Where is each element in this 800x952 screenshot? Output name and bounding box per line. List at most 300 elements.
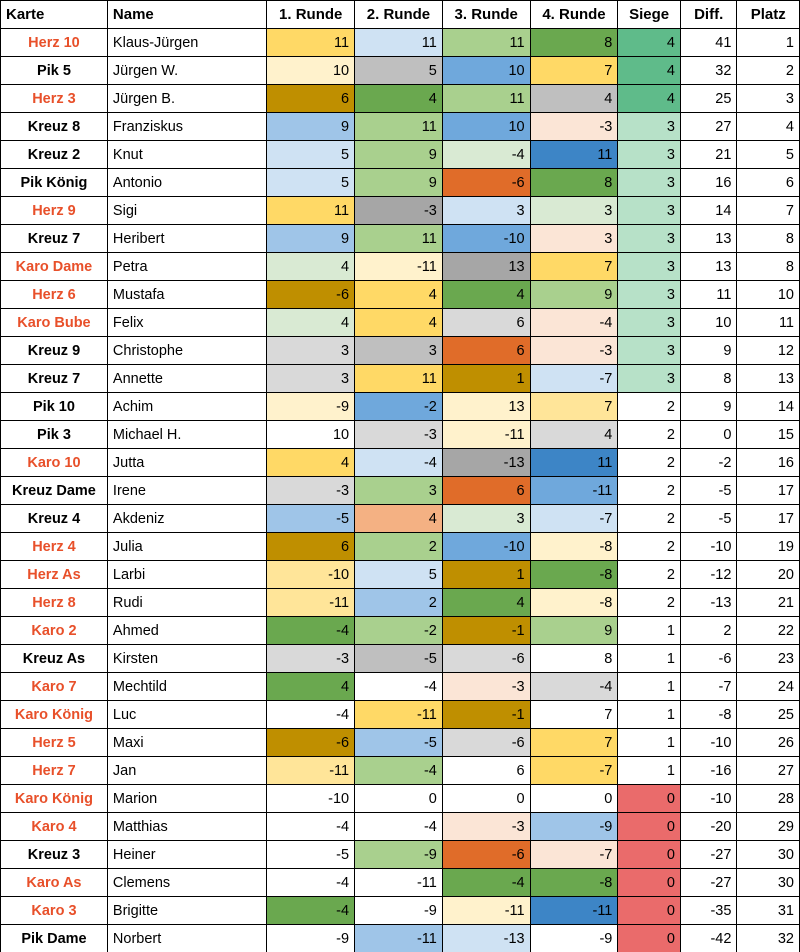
cell-diff: -5 <box>680 505 736 533</box>
cell-karte: Pik 3 <box>1 421 108 449</box>
cell-diff: 32 <box>680 57 736 85</box>
cell-siege: 3 <box>618 169 681 197</box>
cell-runde-3: 6 <box>442 757 530 785</box>
cell-runde-4: 3 <box>530 197 618 225</box>
cell-siege: 0 <box>618 785 681 813</box>
cell-runde-3: -3 <box>442 673 530 701</box>
cell-karte: Herz As <box>1 561 108 589</box>
cell-name: Akdeniz <box>107 505 266 533</box>
cell-runde-3: 1 <box>442 365 530 393</box>
cell-name: Ahmed <box>107 617 266 645</box>
cell-runde-2: 9 <box>355 169 443 197</box>
cell-runde-1: -3 <box>267 645 355 673</box>
cell-name: Luc <box>107 701 266 729</box>
cell-diff: 27 <box>680 113 736 141</box>
cell-runde-2: 4 <box>355 281 443 309</box>
cell-runde-3: 6 <box>442 309 530 337</box>
cell-runde-2: 11 <box>355 29 443 57</box>
cell-diff: 13 <box>680 253 736 281</box>
cell-runde-2: 11 <box>355 113 443 141</box>
cell-runde-3: -4 <box>442 869 530 897</box>
cell-platz: 19 <box>737 533 800 561</box>
cell-platz: 7 <box>737 197 800 225</box>
cell-runde-3: -6 <box>442 729 530 757</box>
cell-siege: 4 <box>618 85 681 113</box>
cell-karte: Herz 4 <box>1 533 108 561</box>
cell-siege: 2 <box>618 533 681 561</box>
cell-diff: -20 <box>680 813 736 841</box>
cell-karte: Herz 3 <box>1 85 108 113</box>
cell-name: Mechtild <box>107 673 266 701</box>
cell-runde-4: 11 <box>530 449 618 477</box>
cell-runde-1: 9 <box>267 225 355 253</box>
table-row <box>1 225 800 253</box>
cell-runde-4: -7 <box>530 841 618 869</box>
cell-platz: 15 <box>737 421 800 449</box>
cell-name: Clemens <box>107 869 266 897</box>
cell-siege: 0 <box>618 925 681 952</box>
cell-runde-1: -4 <box>267 617 355 645</box>
cell-runde-2: 3 <box>355 477 443 505</box>
cell-platz: 14 <box>737 393 800 421</box>
cell-name: Felix <box>107 309 266 337</box>
cell-karte: Pik 5 <box>1 57 108 85</box>
cell-runde-3: 4 <box>442 589 530 617</box>
cell-platz: 1 <box>737 29 800 57</box>
cell-runde-3: 11 <box>442 85 530 113</box>
cell-siege: 3 <box>618 365 681 393</box>
cell-siege: 3 <box>618 113 681 141</box>
cell-diff: -13 <box>680 589 736 617</box>
table-row <box>1 505 800 533</box>
cell-karte: Kreuz As <box>1 645 108 673</box>
cell-diff: 16 <box>680 169 736 197</box>
cell-runde-2: -11 <box>355 701 443 729</box>
cell-karte: Karo Dame <box>1 253 108 281</box>
cell-runde-4: -11 <box>530 897 618 925</box>
header-name: Name <box>107 1 266 29</box>
cell-siege: 1 <box>618 617 681 645</box>
cell-name: Heiner <box>107 841 266 869</box>
cell-karte: Pik Dame <box>1 925 108 952</box>
cell-platz: 22 <box>737 617 800 645</box>
cell-diff: 8 <box>680 365 736 393</box>
header-platz: Platz <box>737 1 800 29</box>
cell-runde-1: -6 <box>267 729 355 757</box>
cell-diff: -8 <box>680 701 736 729</box>
cell-platz: 21 <box>737 589 800 617</box>
cell-runde-1: 3 <box>267 337 355 365</box>
cell-diff: 11 <box>680 281 736 309</box>
cell-runde-3: -3 <box>442 813 530 841</box>
cell-runde-2: -2 <box>355 617 443 645</box>
cell-runde-1: -4 <box>267 869 355 897</box>
cell-karte: Karo As <box>1 869 108 897</box>
cell-platz: 12 <box>737 337 800 365</box>
cell-platz: 17 <box>737 505 800 533</box>
cell-diff: -10 <box>680 729 736 757</box>
cell-karte: Karo 3 <box>1 897 108 925</box>
cell-name: Brigitte <box>107 897 266 925</box>
cell-siege: 2 <box>618 393 681 421</box>
cell-runde-2: -4 <box>355 673 443 701</box>
cell-karte: Pik 10 <box>1 393 108 421</box>
table-row <box>1 337 800 365</box>
cell-siege: 0 <box>618 813 681 841</box>
cell-karte: Herz 5 <box>1 729 108 757</box>
cell-runde-1: -5 <box>267 841 355 869</box>
table-row <box>1 309 800 337</box>
cell-runde-1: 11 <box>267 197 355 225</box>
cell-diff: 10 <box>680 309 736 337</box>
cell-karte: Pik König <box>1 169 108 197</box>
cell-runde-1: -4 <box>267 813 355 841</box>
cell-karte: Kreuz 2 <box>1 141 108 169</box>
cell-platz: 31 <box>737 897 800 925</box>
cell-platz: 26 <box>737 729 800 757</box>
cell-platz: 4 <box>737 113 800 141</box>
cell-name: Sigi <box>107 197 266 225</box>
cell-siege: 2 <box>618 477 681 505</box>
cell-runde-3: 10 <box>442 57 530 85</box>
cell-siege: 2 <box>618 505 681 533</box>
cell-name: Kirsten <box>107 645 266 673</box>
cell-name: Heribert <box>107 225 266 253</box>
cell-diff: 0 <box>680 421 736 449</box>
cell-siege: 0 <box>618 869 681 897</box>
cell-diff: -16 <box>680 757 736 785</box>
cell-name: Michael H. <box>107 421 266 449</box>
cell-platz: 10 <box>737 281 800 309</box>
cell-runde-2: 9 <box>355 141 443 169</box>
cell-platz: 27 <box>737 757 800 785</box>
cell-siege: 2 <box>618 589 681 617</box>
cell-runde-1: -11 <box>267 757 355 785</box>
cell-karte: Karo 4 <box>1 813 108 841</box>
table-row <box>1 673 800 701</box>
cell-siege: 1 <box>618 645 681 673</box>
header-runde-4: 4. Runde <box>530 1 618 29</box>
cell-platz: 24 <box>737 673 800 701</box>
table-row <box>1 533 800 561</box>
cell-runde-3: 10 <box>442 113 530 141</box>
header-runde-3: 3. Runde <box>442 1 530 29</box>
cell-runde-1: -10 <box>267 561 355 589</box>
cell-diff: 13 <box>680 225 736 253</box>
cell-runde-4: -3 <box>530 113 618 141</box>
cell-runde-3: 6 <box>442 337 530 365</box>
cell-name: Antonio <box>107 169 266 197</box>
cell-platz: 16 <box>737 449 800 477</box>
cell-runde-3: -4 <box>442 141 530 169</box>
cell-runde-4: -8 <box>530 561 618 589</box>
table-row <box>1 253 800 281</box>
cell-runde-4: 4 <box>530 421 618 449</box>
table-row <box>1 281 800 309</box>
cell-diff: -12 <box>680 561 736 589</box>
cell-siege: 1 <box>618 701 681 729</box>
cell-runde-3: -6 <box>442 645 530 673</box>
cell-platz: 32 <box>737 925 800 952</box>
cell-platz: 2 <box>737 57 800 85</box>
cell-runde-1: 4 <box>267 449 355 477</box>
cell-runde-1: 6 <box>267 85 355 113</box>
cell-name: Jürgen W. <box>107 57 266 85</box>
cell-runde-2: 11 <box>355 225 443 253</box>
cell-name: Annette <box>107 365 266 393</box>
cell-siege: 3 <box>618 141 681 169</box>
cell-karte: Kreuz 3 <box>1 841 108 869</box>
cell-platz: 28 <box>737 785 800 813</box>
cell-karte: Herz 9 <box>1 197 108 225</box>
cell-diff: 41 <box>680 29 736 57</box>
header-runde-1: 1. Runde <box>267 1 355 29</box>
cell-runde-1: -9 <box>267 393 355 421</box>
cell-diff: -35 <box>680 897 736 925</box>
cell-diff: 9 <box>680 337 736 365</box>
cell-runde-3: -6 <box>442 841 530 869</box>
cell-runde-1: -5 <box>267 505 355 533</box>
cell-siege: 1 <box>618 729 681 757</box>
cell-siege: 3 <box>618 309 681 337</box>
cell-runde-2: 4 <box>355 505 443 533</box>
cell-diff: 21 <box>680 141 736 169</box>
cell-diff: -27 <box>680 841 736 869</box>
cell-runde-2: -3 <box>355 421 443 449</box>
cell-runde-3: -1 <box>442 701 530 729</box>
cell-karte: Herz 8 <box>1 589 108 617</box>
cell-runde-2: -9 <box>355 841 443 869</box>
cell-siege: 2 <box>618 421 681 449</box>
cell-runde-4: 8 <box>530 169 618 197</box>
table-row <box>1 617 800 645</box>
cell-runde-4: 8 <box>530 645 618 673</box>
cell-siege: 3 <box>618 281 681 309</box>
cell-platz: 5 <box>737 141 800 169</box>
cell-name: Christophe <box>107 337 266 365</box>
cell-platz: 20 <box>737 561 800 589</box>
cell-runde-4: -4 <box>530 673 618 701</box>
cell-runde-4: -9 <box>530 925 618 952</box>
cell-name: Klaus-Jürgen <box>107 29 266 57</box>
cell-karte: Kreuz 7 <box>1 225 108 253</box>
cell-runde-1: 10 <box>267 421 355 449</box>
cell-runde-2: -11 <box>355 253 443 281</box>
header-karte: Karte <box>1 1 108 29</box>
cell-runde-2: -5 <box>355 729 443 757</box>
cell-platz: 13 <box>737 365 800 393</box>
cell-runde-3: 3 <box>442 197 530 225</box>
table-row <box>1 869 800 897</box>
cell-runde-1: 4 <box>267 673 355 701</box>
cell-runde-1: 3 <box>267 365 355 393</box>
cell-karte: Karo 10 <box>1 449 108 477</box>
cell-runde-3: -10 <box>442 533 530 561</box>
table-body <box>1 29 800 952</box>
table-row <box>1 701 800 729</box>
cell-runde-3: -13 <box>442 925 530 952</box>
header-siege: Siege <box>618 1 681 29</box>
table-row <box>1 813 800 841</box>
table-row <box>1 169 800 197</box>
cell-siege: 1 <box>618 673 681 701</box>
cell-siege: 0 <box>618 897 681 925</box>
cell-siege: 3 <box>618 253 681 281</box>
cell-runde-4: -3 <box>530 337 618 365</box>
cell-name: Mustafa <box>107 281 266 309</box>
cell-runde-3: -6 <box>442 169 530 197</box>
cell-runde-3: -1 <box>442 617 530 645</box>
cell-runde-2: 2 <box>355 589 443 617</box>
cell-runde-4: -8 <box>530 869 618 897</box>
cell-name: Knut <box>107 141 266 169</box>
table-row <box>1 393 800 421</box>
cell-runde-4: 7 <box>530 253 618 281</box>
cell-karte: Kreuz 8 <box>1 113 108 141</box>
cell-runde-4: -4 <box>530 309 618 337</box>
cell-runde-2: 5 <box>355 57 443 85</box>
cell-runde-4: 9 <box>530 617 618 645</box>
cell-runde-4: -7 <box>530 757 618 785</box>
cell-runde-2: -4 <box>355 449 443 477</box>
cell-runde-1: 6 <box>267 533 355 561</box>
cell-diff: 25 <box>680 85 736 113</box>
cell-runde-4: 11 <box>530 141 618 169</box>
cell-runde-3: -13 <box>442 449 530 477</box>
cell-karte: Kreuz 7 <box>1 365 108 393</box>
cell-runde-2: 3 <box>355 337 443 365</box>
cell-platz: 6 <box>737 169 800 197</box>
cell-siege: 2 <box>618 449 681 477</box>
cell-diff: -42 <box>680 925 736 952</box>
table-row <box>1 85 800 113</box>
cell-runde-2: -11 <box>355 925 443 952</box>
cell-runde-1: 9 <box>267 113 355 141</box>
cell-runde-3: 1 <box>442 561 530 589</box>
cell-runde-1: 11 <box>267 29 355 57</box>
cell-runde-4: 9 <box>530 281 618 309</box>
cell-runde-1: 5 <box>267 169 355 197</box>
cell-diff: -10 <box>680 785 736 813</box>
cell-runde-4: -11 <box>530 477 618 505</box>
cell-name: Achim <box>107 393 266 421</box>
cell-platz: 3 <box>737 85 800 113</box>
cell-runde-2: -4 <box>355 813 443 841</box>
cell-diff: -10 <box>680 533 736 561</box>
table-row <box>1 757 800 785</box>
cell-name: Larbi <box>107 561 266 589</box>
cell-runde-1: 10 <box>267 57 355 85</box>
cell-runde-2: 5 <box>355 561 443 589</box>
cell-siege: 3 <box>618 337 681 365</box>
cell-karte: Karo 7 <box>1 673 108 701</box>
cell-name: Irene <box>107 477 266 505</box>
cell-runde-2: -3 <box>355 197 443 225</box>
table-row <box>1 141 800 169</box>
cell-runde-3: 13 <box>442 253 530 281</box>
cell-karte: Kreuz Dame <box>1 477 108 505</box>
cell-runde-3: 6 <box>442 477 530 505</box>
cell-runde-1: -9 <box>267 925 355 952</box>
cell-name: Julia <box>107 533 266 561</box>
cell-runde-2: -2 <box>355 393 443 421</box>
cell-platz: 29 <box>737 813 800 841</box>
cell-siege: 0 <box>618 841 681 869</box>
cell-runde-1: -6 <box>267 281 355 309</box>
cell-runde-2: -4 <box>355 757 443 785</box>
cell-runde-1: -4 <box>267 897 355 925</box>
cell-runde-2: 11 <box>355 365 443 393</box>
table-row <box>1 925 800 952</box>
cell-diff: -6 <box>680 645 736 673</box>
table-row <box>1 421 800 449</box>
cell-siege: 2 <box>618 561 681 589</box>
cell-siege: 4 <box>618 29 681 57</box>
cell-platz: 8 <box>737 225 800 253</box>
table-row <box>1 113 800 141</box>
cell-runde-3: -11 <box>442 421 530 449</box>
cell-name: Petra <box>107 253 266 281</box>
cell-runde-2: -11 <box>355 869 443 897</box>
table-header <box>1 1 800 29</box>
cell-runde-1: -10 <box>267 785 355 813</box>
cell-karte: Kreuz 4 <box>1 505 108 533</box>
cell-runde-2: -5 <box>355 645 443 673</box>
cell-runde-2: 4 <box>355 309 443 337</box>
cell-runde-3: -11 <box>442 897 530 925</box>
cell-runde-3: 3 <box>442 505 530 533</box>
cell-runde-1: 4 <box>267 309 355 337</box>
cell-platz: 23 <box>737 645 800 673</box>
cell-runde-4: -8 <box>530 589 618 617</box>
cell-runde-1: 4 <box>267 253 355 281</box>
table-row <box>1 897 800 925</box>
cell-siege: 3 <box>618 197 681 225</box>
cell-runde-1: 5 <box>267 141 355 169</box>
cell-runde-2: 0 <box>355 785 443 813</box>
header-runde-2: 2. Runde <box>355 1 443 29</box>
cell-diff: 9 <box>680 393 736 421</box>
table-row <box>1 57 800 85</box>
cell-siege: 1 <box>618 757 681 785</box>
cell-siege: 3 <box>618 225 681 253</box>
header-row <box>1 1 800 29</box>
cell-diff: -7 <box>680 673 736 701</box>
table-row <box>1 29 800 57</box>
cell-diff: -5 <box>680 477 736 505</box>
cell-runde-2: 4 <box>355 85 443 113</box>
cell-name: Rudi <box>107 589 266 617</box>
cell-runde-4: 7 <box>530 393 618 421</box>
table-row <box>1 477 800 505</box>
cell-runde-4: 4 <box>530 85 618 113</box>
cell-runde-4: -9 <box>530 813 618 841</box>
cell-siege: 4 <box>618 57 681 85</box>
cell-runde-4: 3 <box>530 225 618 253</box>
cell-runde-3: 4 <box>442 281 530 309</box>
cell-platz: 17 <box>737 477 800 505</box>
cell-runde-1: -11 <box>267 589 355 617</box>
table-row <box>1 785 800 813</box>
cell-name: Franziskus <box>107 113 266 141</box>
cell-karte: Kreuz 9 <box>1 337 108 365</box>
cell-name: Marion <box>107 785 266 813</box>
cell-diff: 14 <box>680 197 736 225</box>
cell-karte: Herz 10 <box>1 29 108 57</box>
cell-platz: 30 <box>737 841 800 869</box>
cell-name: Maxi <box>107 729 266 757</box>
cell-platz: 8 <box>737 253 800 281</box>
